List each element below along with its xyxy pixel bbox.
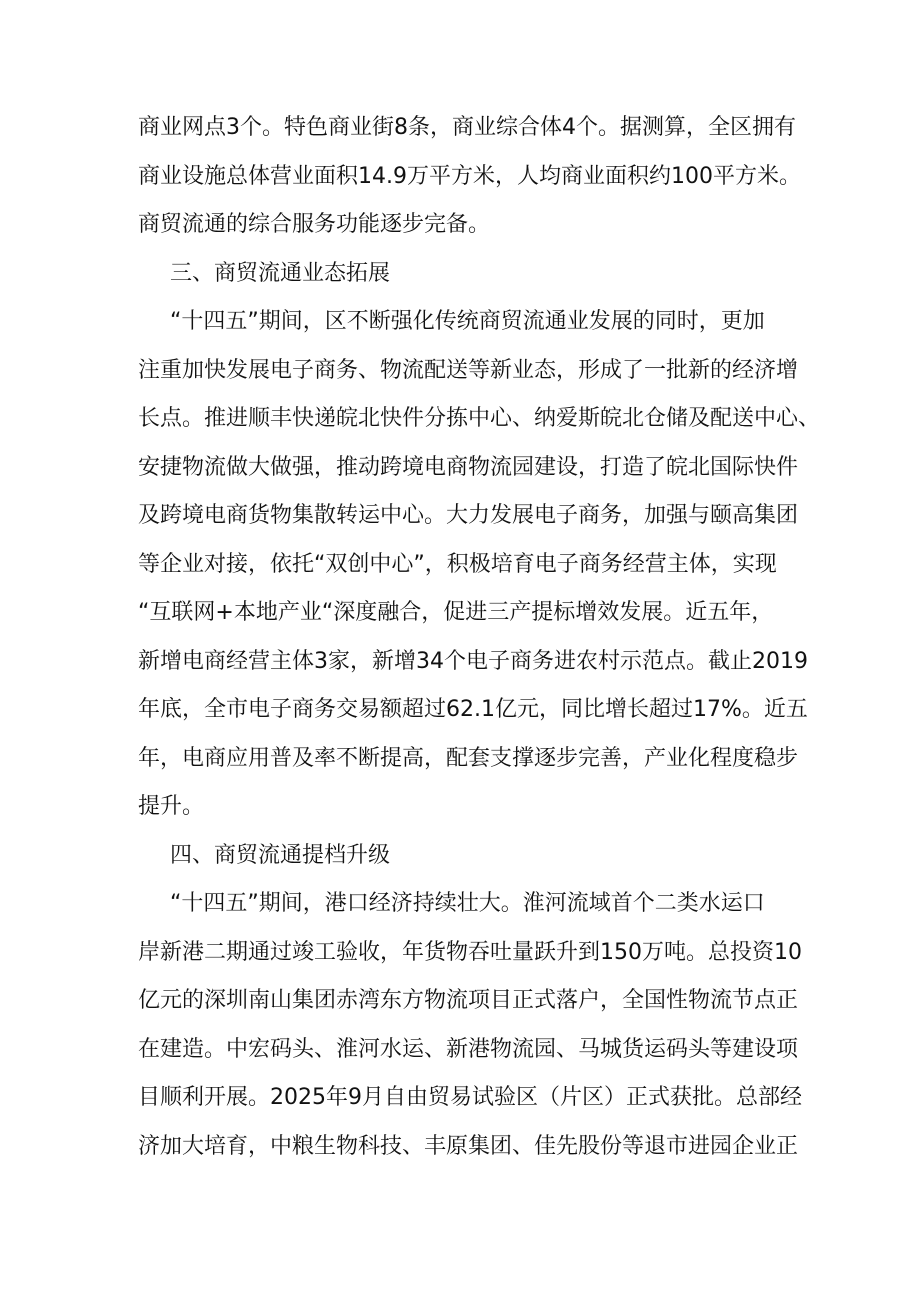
- text-line: 商贸流通的综合服务功能逐步完备。: [138, 212, 491, 237]
- text-line: 年，电商应用普及率不断提高，配套支撑逐步完善，产业化程度稳步: [138, 745, 799, 771]
- text-line: 商业设施总体营业面积14.9万平方米，人均商业面积约100平方米。: [138, 163, 801, 189]
- text-line: “十四五”期间，区不断强化传统商贸流通业发展的同时，更加: [170, 309, 765, 334]
- text-line: “互联网+本地产业“深度融合，促进三产提标增效发展。近五年，: [138, 600, 774, 625]
- text-line: 注重加快发展电子商务、物流配送等新业态，形成了一批新的经济增: [138, 357, 799, 383]
- text-line: 商业网点3个。特色商业街8条，商业综合体4个。据测算，全区拥有: [138, 115, 796, 140]
- text-line: 在建造。中宏码头、淮河水运、新港物流园、马城货运码头等建设项: [138, 1036, 799, 1062]
- text-line: 三、商贸流通业态拓展: [170, 260, 391, 286]
- text-line: 安捷物流做大做强，推动跨境电商物流园建设，打造了皖北国际快件: [138, 454, 799, 480]
- text-line: 目顺利开展。2025年9月自由贸易试验区（片区）正式获批。总部经: [138, 1085, 802, 1110]
- text-line: 新增电商经营主体3家，新增34个电子商务进农村示范点。截止2019: [138, 648, 808, 674]
- text-line: 济加大培育，中粮生物科技、丰原集团、佳先股份等退市进园企业正: [138, 1133, 799, 1159]
- document-body: [138, 104, 821, 1171]
- text-line: 提升。: [138, 794, 205, 819]
- text-line: 亿元的深圳南山集团赤湾东方物流项目正式落户，全国性物流节点正: [138, 988, 799, 1013]
- text-line: 年底，全市电子商务交易额超过62.1亿元，同比增长超过17%。近五: [138, 697, 808, 722]
- text-line: “十四五”期间，港口经济持续壮大。淮河流域首个二类水运口: [170, 891, 765, 916]
- text-line: 长点。推进顺丰快递皖北快件分拣中心、纳爱斯皖北仓储及配送中心、: [138, 406, 821, 431]
- text-line: 及跨境电商货物集散转运中心。大力发展电子商务，加强与颐高集团: [138, 503, 799, 528]
- text-line: 岸新港二期通过竣工验收，年货物吞吐量跃升到150万吨。总投资10: [138, 939, 802, 965]
- text-line: 等企业对接，依托“双创中心”，积极培育电子商务经营主体，实现: [138, 551, 777, 577]
- text-line: 四、商贸流通提档升级: [170, 842, 391, 868]
